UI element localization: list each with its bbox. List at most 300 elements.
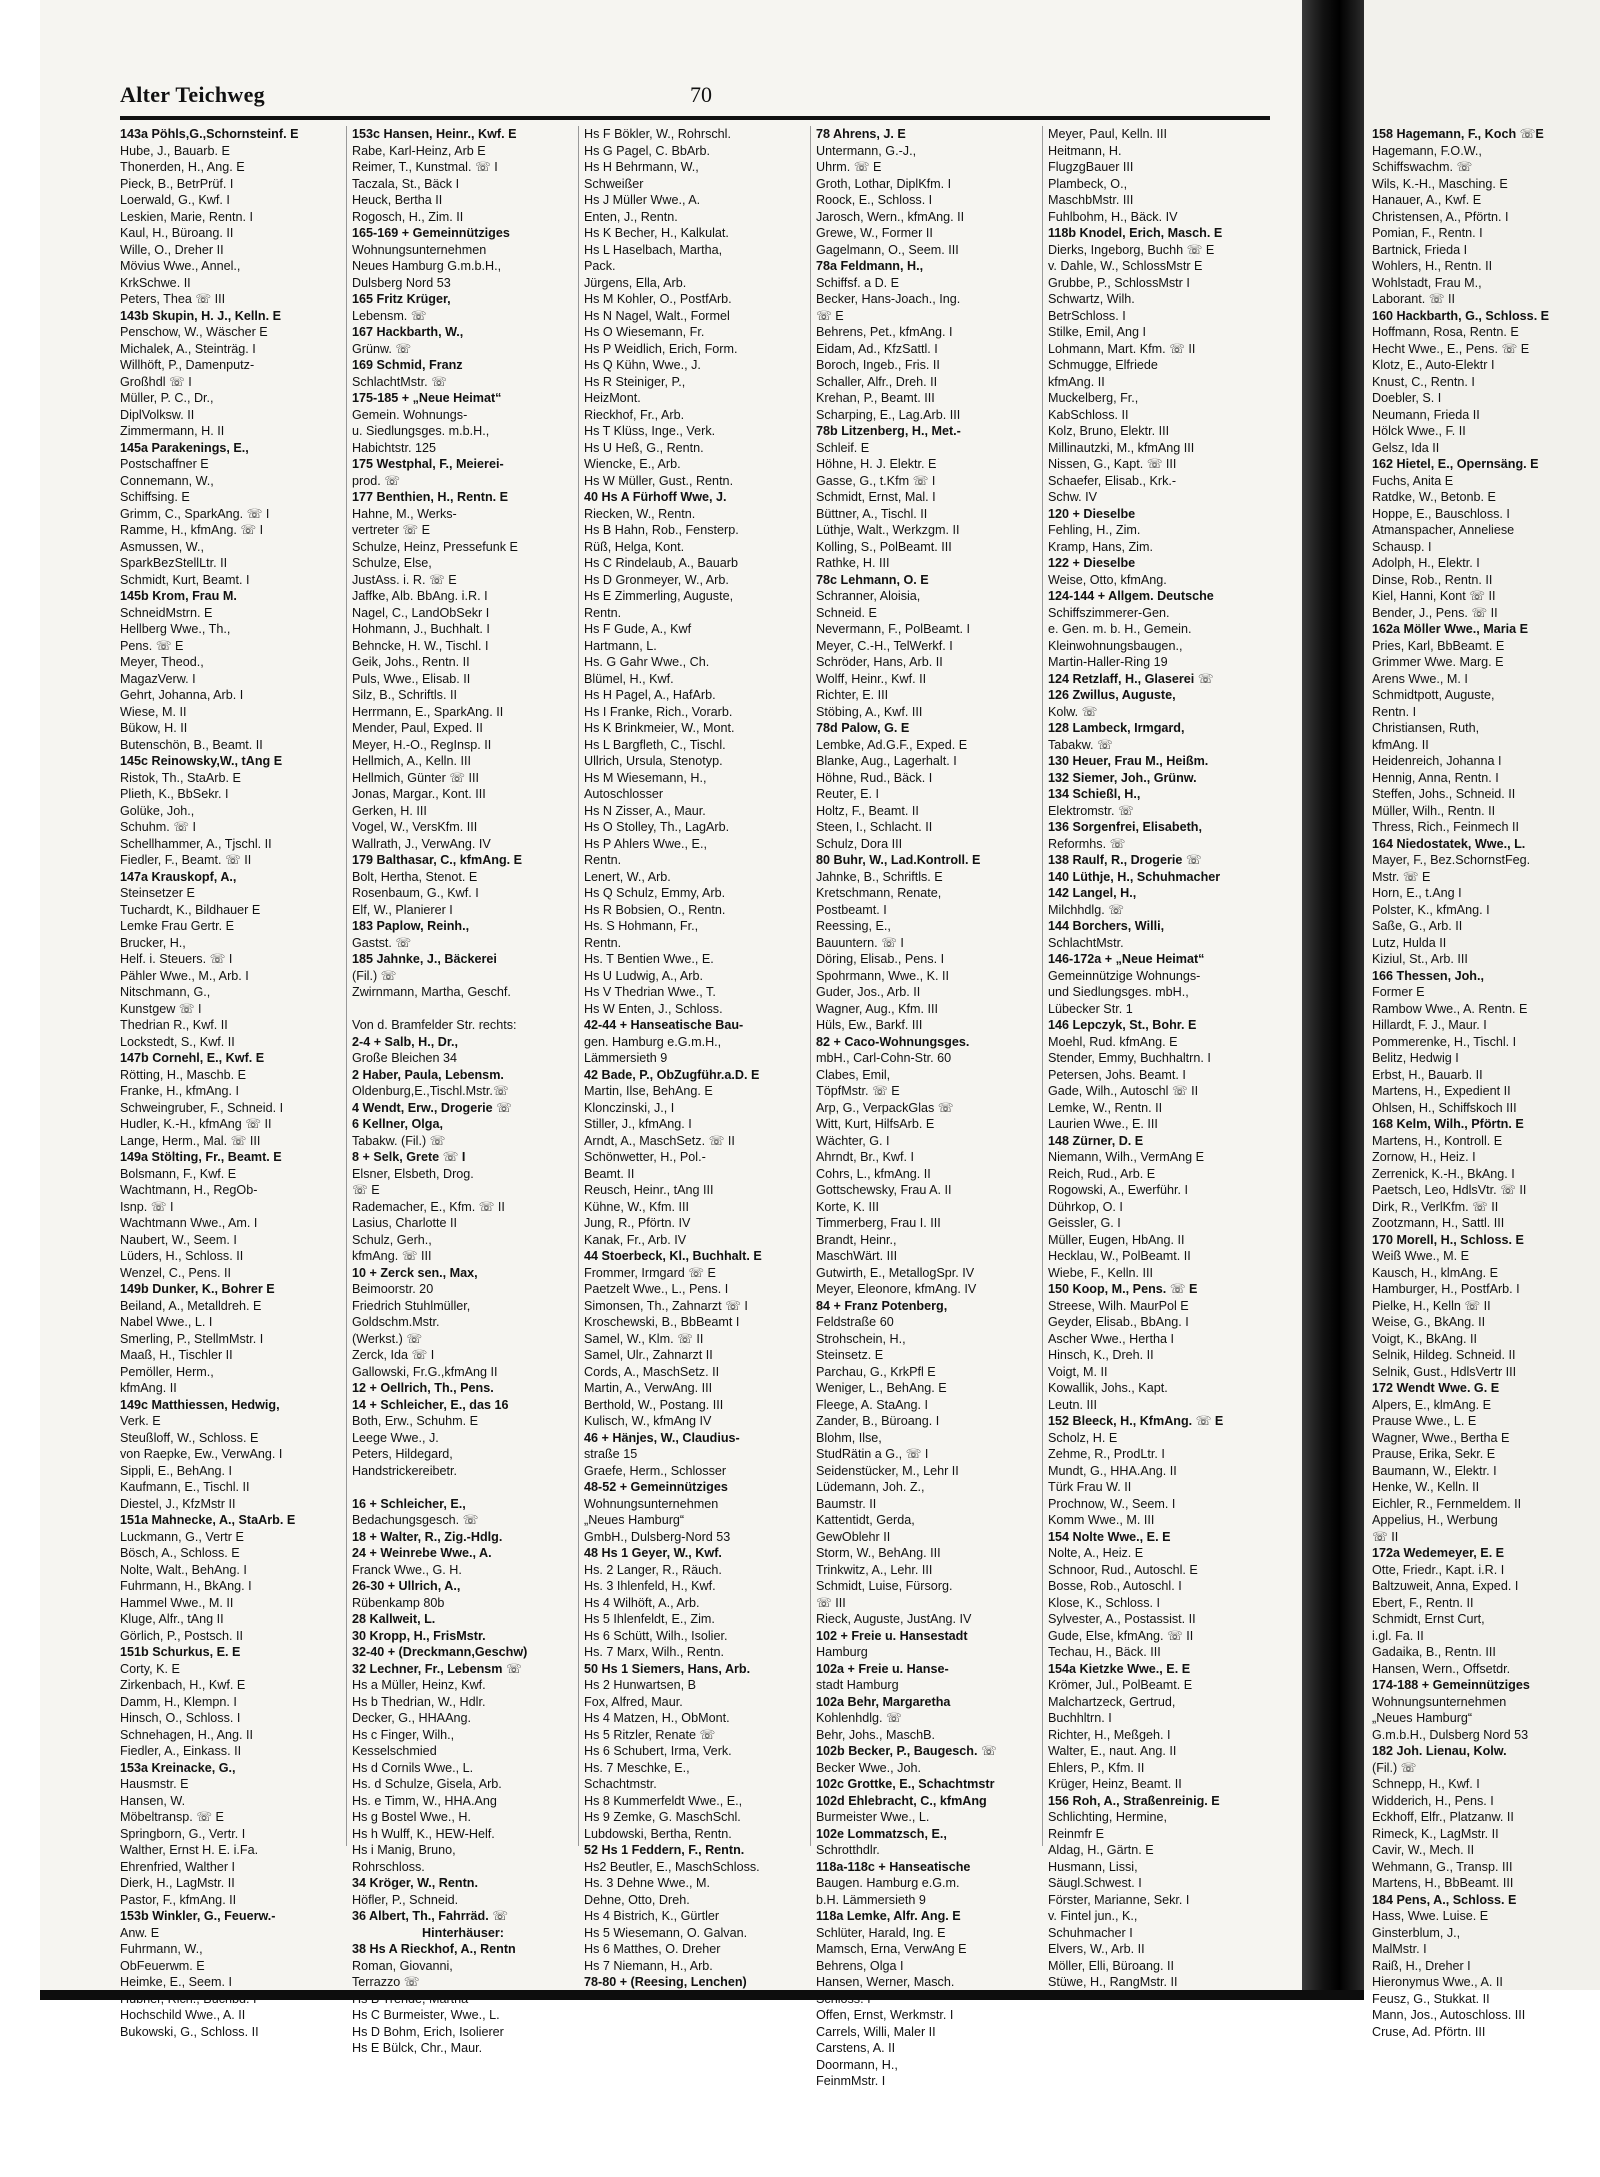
directory-entry: Meyer, H.-O., RegInsp. II [352, 737, 492, 752]
directory-entry: Müller, Eugen, HbAng. II [1048, 1232, 1185, 1247]
directory-entry: Hecklau, W., PolBeamt. II [1048, 1249, 1191, 1263]
directory-entry: 153a Kreinacke, G., [120, 1760, 236, 1775]
directory-entry: SchneidMstrn. E [120, 605, 213, 620]
directory-entry: Hs 4 Wilhöft, A., Arb. [584, 1595, 700, 1610]
directory-entry: Schiffswachm. ☏ [1372, 160, 1473, 174]
directory-entry: Hinsch, K., Dreh. II [1048, 1348, 1154, 1362]
directory-entry: Schuhm. ☏ I [120, 820, 196, 834]
directory-entry: 185 Jahnke, J., Bäckerei [352, 952, 497, 966]
directory-entry: Scholz, H. E [1048, 1430, 1118, 1445]
directory-entry: Witt, Kurt, HilfsArb. E [816, 1117, 935, 1131]
directory-entry: Hs F Bökler, W., Rohrschl. [584, 127, 731, 141]
directory-entry: 24 + Weinrebe Wwe., A. [352, 1546, 492, 1560]
directory-entry: Hs K Brinkmeier, W., Mont. [584, 721, 735, 735]
directory-entry: vertreter ☏ E [352, 523, 431, 537]
directory-entry: kfmAng. ☏ III [352, 1249, 432, 1263]
directory-entry: Connemann, W., [120, 473, 214, 488]
directory-entry: Hs 4 Bistrich, K., Gürtler [584, 1909, 720, 1923]
directory-entry: Prause, Erika, Sekr. E [1372, 1447, 1496, 1461]
directory-entry: Reformhs. ☏ [1048, 836, 1126, 851]
directory-entry: Lockstedt, S., Kwf. II [120, 1034, 235, 1049]
directory-entry: Görlich, P., Postsch. II [120, 1628, 243, 1643]
directory-entry: Kluge, Alfr., tAng II [120, 1612, 224, 1626]
directory-entry: ObFeuerwm. E [120, 1958, 205, 1973]
directory-entry: „Neues Hamburg“ [584, 1513, 685, 1527]
directory-entry: 136 Sorgenfrei, Elisabeth, [1048, 820, 1202, 834]
directory-entry: Hs i Manig, Bruno, [352, 1843, 456, 1857]
directory-entry: 172a Wedemeyer, E. E [1372, 1546, 1505, 1560]
directory-entry: Rosenbaum, G., Kwf. I [352, 886, 479, 900]
directory-entry: Postbeamt. I [816, 902, 887, 917]
directory-entry: Schnoor, Rud., Autoschl. E [1048, 1562, 1198, 1577]
directory-entry: Paetsch, Leo, HdlsVtr. ☏ II [1372, 1183, 1527, 1197]
directory-entry: KabSchloss. II [1048, 407, 1129, 422]
directory-entry: Blohm, Ilse, [816, 1430, 882, 1445]
directory-entry: 150 Koop, M., Pens. ☏ E [1048, 1282, 1198, 1296]
directory-entry: Wenzel, C., Pens. II [120, 1265, 232, 1280]
directory-entry: 169 Schmid, Franz [352, 358, 463, 372]
directory-entry: 162a Möller Wwe., Maria E [1372, 622, 1529, 636]
directory-entry: Schmidtpott, Auguste, [1372, 688, 1495, 702]
directory-entry: 130 Heuer, Frau M., Heißm. [1048, 754, 1209, 768]
directory-entry: Pomian, F., Rentn. I [1372, 226, 1483, 240]
directory-entry: Grimm, C., SparkAng. ☏ I [120, 506, 270, 521]
directory-entry: Hieronymus Wwe., A. II [1372, 1975, 1503, 1989]
directory-entry: Gade, Wilh., Autoschl ☏ II [1048, 1084, 1199, 1098]
directory-entry: 162 Hietel, E., Opernsäng. E [1372, 457, 1539, 471]
directory-entry: Grewe, W., Former II [816, 226, 933, 240]
directory-entry: Becker Wwe., Joh. [816, 1760, 921, 1775]
directory-entry: Uhrm. ☏ E [816, 160, 882, 174]
directory-entry: Hs. 2 Langer, R., Räuch. [584, 1562, 722, 1577]
directory-entry: Bedachungsgesch. ☏ [352, 1513, 479, 1527]
directory-entry: Butenschön, B., Beamt. II [120, 737, 263, 752]
directory-entry: Pieck, B., BetrPrüf. I [120, 176, 234, 191]
directory-entry: Wiese, M. II [120, 704, 187, 719]
directory-entry: 154a Kietzke Wwe., E. E [1048, 1661, 1191, 1676]
book-gutter [1302, 0, 1364, 2000]
directory-entry: Kretschmann, Renate, [816, 886, 942, 900]
directory-entry: Hs b Thedrian, W., Hdlr. [352, 1694, 486, 1709]
directory-entry: Alpers, E., klmAng. E [1372, 1397, 1491, 1412]
directory-entry: Beamt. II [584, 1166, 635, 1181]
directory-entry: Mamsch, Erna, VerwAng E [816, 1942, 967, 1956]
directory-entry: Bolt, Hertha, Stenot. E [352, 869, 478, 884]
directory-entry: Schneid. E [816, 605, 877, 620]
directory-entry: Ehlers, P., Kfm. II [1048, 1760, 1145, 1775]
directory-entry: Grimmer Wwe. Marg. E [1372, 655, 1504, 669]
directory-entry: Hellmich, A., Kelln. III [352, 754, 471, 768]
directory-entry: Wachtmann, H., RegOb- [120, 1183, 258, 1197]
directory-entry: Meyer, Eleonore, kfmAng. IV [816, 1282, 977, 1296]
directory-entry [352, 1479, 574, 1496]
directory-entry: Hecht Wwe., E., Pens. ☏ E [1372, 341, 1530, 356]
directory-entry: Oldenburg,E.,Tischl.Mstr.☏ [352, 1084, 509, 1098]
directory-entry: 34 Kröger, W., Rentn. [352, 1876, 478, 1890]
directory-entry: Elsner, Elsbeth, Drog. [352, 1166, 474, 1181]
directory-entry: Terrazzo ☏ [352, 1975, 420, 1989]
directory-entry: 152 Bleeck, H., KfmAng. ☏ E [1048, 1414, 1224, 1428]
directory-entry: Wohlstadt, Frau M., [1372, 275, 1482, 290]
directory-entry: Steinsetzer E [120, 886, 195, 900]
directory-entry: Bolsmann, F., Kwf. E [120, 1166, 237, 1181]
directory-entry: Hinterhäuser: [422, 1925, 504, 1940]
directory-entry: Schiffsing. E [120, 490, 190, 504]
directory-entry: FeinmMstr. I [816, 2074, 886, 2088]
directory-entry: Hs M Wiesemann, H., [584, 770, 707, 785]
directory-entry: 160 Hackbarth, G., Schloss. E [1372, 308, 1550, 323]
directory-entry: Kühne, W., Kfm. III [584, 1199, 689, 1214]
directory-entry: Brucker, H., [120, 935, 186, 950]
directory-entry: Hs. e Timm, W., HHA.Ang [352, 1793, 497, 1808]
directory-entry: ☏ III [816, 1595, 846, 1610]
directory-entry: Schiffszimmerer-Gen. [1048, 605, 1170, 620]
directory-entry: 172 Wendt Wwe. G. E [1372, 1381, 1500, 1395]
directory-entry: Jonas, Margar., Kont. III [352, 787, 486, 801]
directory-entry: Heitmann, H. [1048, 143, 1122, 158]
directory-entry: Thonerden, H., Ang. E [120, 160, 245, 174]
directory-entry: Jürgens, Ella, Arb. [584, 275, 687, 290]
directory-entry: Hs 6 Schubert, Irma, Verk. [584, 1744, 732, 1758]
directory-column-3 [584, 126, 806, 1989]
directory-entry: 78d Palow, G. E [816, 721, 910, 735]
directory-entry: Nolte, A., Heiz. E [1048, 1546, 1144, 1560]
directory-entry: Otte, Friedr., Kapt. i.R. I [1372, 1562, 1505, 1577]
directory-entry: Lüthje, Walt., Werkzgm. II [816, 523, 960, 537]
directory-entry: Lämmersieth 9 [584, 1051, 668, 1065]
directory-entry: Reinmfr E [1048, 1826, 1104, 1841]
directory-entry: Hs H Pagel, A., HafArb. [584, 688, 716, 702]
directory-entry: 124 Retzlaff, H., Glaserei ☏ [1048, 671, 1214, 686]
directory-entry: Möbeltransp. ☏ E [120, 1810, 224, 1824]
directory-entry: Rentn. [584, 605, 622, 620]
directory-entry: Asmussen, W., [120, 539, 204, 554]
directory-entry: Fuhrmann, H., BkAng. I [120, 1579, 252, 1593]
directory-entry: Wächter, G. I [816, 1133, 890, 1148]
directory-entry: Gerken, H. III [352, 803, 427, 818]
directory-entry: Selnik, Hildeg. Schneid. II [1372, 1348, 1516, 1362]
directory-entry: Hs Q Kühn, Wwe., J. [584, 358, 701, 372]
directory-entry: 48-52 + Gemeinnütziges [584, 1480, 728, 1494]
directory-entry: Martens, H., Kontroll. E [1372, 1133, 1503, 1148]
directory-entry: Fiedler, A., Einkass. II [120, 1744, 242, 1758]
directory-entry: Hs c Finger, Wilh., [352, 1727, 455, 1742]
directory-entry: Höfler, P., Schneid. [352, 1892, 459, 1907]
directory-entry: 2-4 + Salb, H., Dr., [352, 1034, 459, 1049]
directory-entry: Lubdowski, Bertha, Rentn. [584, 1826, 732, 1841]
directory-entry: Dührkop, O. I [1048, 1199, 1123, 1214]
directory-entry: Schulz, Gerh., [352, 1232, 432, 1247]
directory-entry: 102e Lommatzsch, E., [816, 1826, 947, 1841]
directory-entry: Schulze, Heinz, Pressefunk E [352, 539, 518, 554]
directory-entry: 102 + Freie u. Hansestadt [816, 1628, 968, 1643]
directory-entry: 82 + Caco-Wohnungsges. [816, 1034, 970, 1049]
directory-entry: 177 Benthien, H., Rentn. E [352, 490, 509, 504]
directory-entry: 46 + Hänjes, W., Claudius- [584, 1430, 740, 1445]
directory-entry: Plieth, K., BbSekr. I [120, 787, 229, 801]
directory-entry: Becker, Hans-Joach., Ing. [816, 292, 961, 306]
directory-entry: Gottschewsky, Frau A. II [816, 1183, 952, 1197]
directory-entry: Holtz, F., Beamt. II [816, 803, 919, 818]
directory-entry: Zwirnmann, Martha, Geschf. [352, 985, 511, 999]
directory-entry: Rentn. [584, 853, 622, 867]
directory-entry: Schulz, Dora III [816, 836, 903, 851]
directory-entry: Ratdke, W., Betonb. E [1372, 490, 1496, 504]
directory-entry: Schmidt, Ernst Curt, [1372, 1612, 1485, 1626]
directory-entry: Hs P Weidlich, Erich, Form. [584, 341, 738, 356]
directory-entry: Hs 5 Ihlenfeldt, E., Zim. [584, 1612, 715, 1626]
directory-entry: Seidenstücker, M., Lehr II [816, 1463, 959, 1478]
directory-entry: Große Bleichen 34 [352, 1051, 458, 1065]
directory-entry: Hs V Thedrian Wwe., T. [584, 985, 716, 999]
directory-entry: 52 Hs 1 Feddern, F., Rentn. [584, 1843, 745, 1857]
directory-entry: 149b Dunker, K., Bohrer E [120, 1282, 275, 1296]
directory-entry: Hudler, K.-H., kfmAng ☏ II [120, 1117, 272, 1131]
directory-entry: 148 Zürner, D. E [1048, 1133, 1144, 1148]
directory-entry: Gagelmann, O., Seem. III [816, 242, 959, 257]
directory-entry: Rambow Wwe., A. Rentn. E [1372, 1001, 1528, 1016]
directory-entry: Lemke Frau Gertr. E [120, 919, 235, 933]
directory-entry: Heuck, Bertha II [352, 193, 443, 207]
directory-entry: JustAss. i. R. ☏ E [352, 572, 457, 587]
directory-entry: Ginsterblum, J., [1372, 1925, 1461, 1940]
directory-entry: Schmugge, Elfriede [1048, 358, 1158, 372]
directory-entry: Hs D Gronmeyer, W., Arb. [584, 572, 729, 587]
directory-entry: Stöbing, A., Kwf. III [816, 704, 923, 719]
directory-entry: Kohlenhdlg. ☏ [816, 1711, 902, 1725]
directory-entry: Dierk, H., LagMstr. II [120, 1876, 235, 1890]
directory-entry: Richter, E. III [816, 688, 889, 702]
directory-entry: Gallowski, Fr.G.,kfmAng II [352, 1364, 498, 1379]
directory-entry: Fuhlbohm, H., Bäck. IV [1048, 209, 1178, 224]
directory-column-2 [352, 126, 574, 2055]
directory-entry: Hs R Steiniger, P., [584, 374, 686, 389]
directory-entry: 158 Hagemann, F., Koch ☏E [1372, 127, 1544, 141]
directory-entry: straße 15 [584, 1447, 638, 1461]
directory-entry: Nagel, C., LandObSekr I [352, 605, 490, 620]
directory-entry: Müller, Wilh., Rentn. II [1372, 803, 1496, 818]
directory-entry: GmbH., Dulsberg-Nord 53 [584, 1529, 731, 1544]
directory-entry: Hansen, W. [120, 1793, 186, 1808]
directory-entry: Schwartz, Wilh. [1048, 292, 1135, 306]
directory-entry: Prause Wwe., L. E [1372, 1414, 1477, 1428]
directory-entry: Schröder, Hans, Arb. II [816, 655, 943, 669]
directory-entry: Hs. 7 Meschke, E., [584, 1760, 690, 1775]
directory-entry: Lembke, Ad.G.F., Exped. E [816, 737, 968, 752]
directory-entry: Prochnow, W., Seem. I [1048, 1496, 1176, 1511]
directory-entry: Millinautzki, M., kfmAng III [1048, 440, 1195, 455]
directory-entry: KrkSchwe. II [120, 275, 191, 290]
directory-entry: Steinsetz. E [816, 1348, 884, 1362]
directory-entry: Arndt, A., MaschSetz. ☏ II [584, 1133, 735, 1148]
directory-entry: Hs 4 Matzen, H., ObMont. [584, 1711, 730, 1725]
directory-entry: Rieckhof, Fr., Arb. [584, 407, 685, 422]
directory-entry: Fuchs, Anita E [1372, 473, 1454, 488]
directory-entry: Knust, C., Rentn. I [1372, 374, 1475, 389]
adjacent-page-column [1372, 126, 1587, 2039]
directory-entry: Kaul, H., Büroang. II [120, 226, 234, 240]
directory-entry: Feldstraße 60 [816, 1315, 894, 1329]
directory-entry: Nissen, G., Kapt. ☏ III [1048, 457, 1177, 471]
directory-entry: Dierks, Ingeborg, Buchh ☏ E [1048, 242, 1215, 257]
directory-entry: Thedrian R., Kwf. II [120, 1018, 228, 1032]
directory-entry: 118b Knodel, Erich, Masch. E [1048, 226, 1223, 240]
directory-entry: 48 Hs 1 Geyer, W., Kwf. [584, 1546, 722, 1560]
directory-entry: Hs H Behrmann, W., [584, 160, 699, 174]
directory-entry: Leege Wwe., J. [352, 1430, 439, 1445]
directory-entry: Kramp, Hans, Zim. [1048, 539, 1153, 554]
directory-entry: Hausmstr. E [120, 1777, 189, 1791]
directory-entry: Taczala, St., Bäck I [352, 176, 460, 191]
directory-entry: Rademacher, E., Kfm. ☏ II [352, 1199, 505, 1214]
directory-entry: Nitschmann, G., [120, 985, 211, 999]
directory-entry: 140 Lüthje, H., Schuhmacher [1048, 869, 1221, 884]
directory-entry: Hanauer, A., Kwf. E [1372, 193, 1482, 207]
directory-entry: Hammel Wwe., M. II [120, 1595, 234, 1610]
directory-entry: prod. ☏ [352, 473, 400, 488]
directory-entry: 153b Winkler, G., Feuerw.- [120, 1909, 276, 1923]
directory-entry: Wehmann, G., Transp. III [1372, 1859, 1513, 1874]
directory-entry: Hahne, M., Werks- [352, 506, 457, 521]
directory-entry: Kulisch, W., kfmAng IV [584, 1414, 712, 1428]
directory-entry: Hs U Heß, G., Rentn. [584, 440, 704, 455]
directory-entry: Schuhmacher I [1048, 1925, 1133, 1940]
directory-entry: Loerwald, G., Kwf. I [120, 193, 230, 207]
directory-entry: Hs B Hahn, Rob., Fensterp. [584, 523, 739, 537]
directory-entry: 32-40 + (Dreckmann,Geschw) [352, 1645, 528, 1659]
directory-entry: Weise, G., BkAng. II [1372, 1315, 1486, 1329]
directory-entry: Gastst. ☏ [352, 935, 412, 950]
directory-entry: Erbst, H., Bauarb. II [1372, 1067, 1483, 1082]
directory-entry: Wille, O., Dreher II [120, 242, 224, 257]
directory-entry: Damm, H., Klempn. I [120, 1694, 237, 1709]
directory-entry: Postschaffner E [120, 457, 209, 471]
directory-entry: Reessing, E., [816, 919, 891, 933]
directory-entry: Anw. E [120, 1925, 160, 1940]
directory-entry: 170 Morell, H., Schloss. E [1372, 1232, 1524, 1247]
directory-entry: ☏ II [1372, 1529, 1399, 1544]
directory-entry: Hube, J., Bauarb. E [120, 143, 230, 158]
directory-entry: Hillardt, F. J., Maur. I [1372, 1018, 1487, 1032]
directory-entry: Fehling, H., Zim. [1048, 523, 1141, 537]
directory-entry: SparkBezStellLtr. II [120, 556, 228, 570]
directory-entry: Von d. Bramfelder Str. rechts: [352, 1018, 517, 1032]
directory-entry: ☏ E [816, 308, 844, 323]
directory-entry: Stender, Emmy, Buchhaltrn. I [1048, 1051, 1211, 1065]
directory-entry: Husmann, Lissi, [1048, 1859, 1138, 1874]
directory-entry: 26-30 + Ullrich, A., [352, 1579, 461, 1593]
directory-entry: Rimeck, K., LagMstr. II [1372, 1826, 1499, 1841]
directory-entry: Bender, J., Pens. ☏ II [1372, 605, 1498, 620]
directory-entry: Heimke, E., Seem. I [120, 1975, 232, 1989]
directory-entry: Helf. i. Steuers. ☏ I [120, 952, 233, 966]
directory-entry: Kaufmann, E., Tischl. II [120, 1480, 250, 1494]
directory-entry: Wohnungsunternehmen [584, 1496, 719, 1511]
directory-entry: Peters, Thea ☏ III [120, 292, 226, 306]
directory-entry: Bösch, A., Schloss. E [120, 1546, 240, 1560]
directory-entry: Behrens, Olga I [816, 1958, 904, 1973]
directory-entry: Hartmann, L. [584, 638, 657, 653]
street-title: Alter Teichweg [120, 82, 265, 107]
directory-entry: 149a Stölting, Fr., Beamt. E [120, 1150, 282, 1164]
directory-entry: Steffen, Johs., Schneid. II [1372, 787, 1516, 801]
directory-entry: Isnp. ☏ I [120, 1199, 174, 1214]
directory-entry: Habichtstr. 125 [352, 440, 437, 455]
directory-entry: kfmAng. II [1372, 737, 1429, 752]
directory-entry: Riecken, W., Rentn. [584, 506, 696, 521]
directory-entry: Voigt, K., BkAng. II [1372, 1331, 1478, 1346]
directory-entry: Peters, Hildegard, [352, 1447, 453, 1461]
directory-entry: Beimoorstr. 20 [352, 1282, 434, 1296]
directory-entry: Silz, B., Schriftls. II [352, 688, 457, 702]
directory-entry: Buchhltrn. I [1048, 1711, 1112, 1725]
directory-entry: Smerling, P., StellmMstr. I [120, 1331, 264, 1346]
directory-entry: 36 Albert, Th., Fahrräd. ☏ [352, 1909, 508, 1923]
directory-entry: Hs J Müller Wwe., A. [584, 193, 701, 207]
directory-entry: 4 Wendt, Erw., Drogerie ☏ [352, 1100, 512, 1115]
directory-entry: Wiebe, F., Kelln. III [1048, 1265, 1153, 1280]
directory-entry: Dehne, Otto, Dreh. [584, 1892, 690, 1907]
directory-entry: 78b Litzenberg, H., Met.- [816, 424, 961, 438]
directory-entry: Geyder, Elisab., BbAng. I [1048, 1315, 1189, 1329]
directory-entry: Ebert, F., Rentn. II [1372, 1595, 1474, 1610]
directory-entry: Clabes, Emil, [816, 1067, 891, 1082]
directory-entry: 102a Behr, Margaretha [816, 1694, 951, 1709]
column-divider [578, 126, 579, 1846]
directory-entry: Michalek, A., Steinträg. I [120, 341, 256, 356]
directory-entry: Meyer, Paul, Kelln. III [1048, 127, 1167, 141]
directory-entry: Wohnungsunternehmen [1372, 1694, 1507, 1709]
directory-entry: Nabel Wwe., L. I [120, 1315, 213, 1329]
directory-entry: Hamburg [816, 1645, 868, 1659]
directory-entry: 166 Thessen, Joh., [1372, 968, 1484, 983]
directory-entry: Muckelberg, Fr., [1048, 391, 1139, 405]
directory-entry: 84 + Franz Potenberg, [816, 1298, 948, 1313]
directory-entry: 78c Lehmann, O. E [816, 572, 929, 587]
directory-entry: Autoschlosser [584, 787, 664, 801]
directory-entry: Klonczinski, J., I [584, 1100, 675, 1115]
directory-entry: Kunstgew ☏ I [120, 1001, 202, 1016]
directory-entry: Maaß, H., Tischler II [120, 1348, 233, 1362]
directory-entry: 102a + Freie u. Hanse- [816, 1661, 949, 1676]
directory-entry: 143b Skupin, H. J., Kelln. E [120, 308, 281, 323]
directory-entry: Nolte, Walt., BehAng. I [120, 1562, 247, 1577]
directory-entry: Hs. T Bentien Wwe., E. [584, 952, 714, 966]
directory-entry: (Fil.) ☏ [352, 968, 397, 983]
directory-entry: Willhöft, P., Damenputz- [120, 358, 255, 372]
directory-entry: Hs T Klüss, Inge., Verk. [584, 424, 716, 438]
directory-entry: SchlachtMstr. [1048, 935, 1124, 950]
directory-entry: Förster, Marianne, Sekr. I [1048, 1892, 1190, 1907]
directory-entry: Untermann, G.-J., [816, 143, 917, 158]
directory-entry: 102d Ehlebracht, C., kfmAng [816, 1793, 987, 1808]
directory-entry: Pastor, F., kfmAng. II [120, 1892, 237, 1907]
directory-entry: Hs C Rindelaub, A., Bauarb [584, 556, 739, 570]
directory-entry: Herrmann, E., SparkAng. II [352, 704, 504, 719]
directory-entry: Strohschein, H., [816, 1331, 906, 1346]
directory-entry: Gutwirth, E., MetallogSpr. IV [816, 1265, 975, 1280]
directory-entry: Springborn, G., Vertr. I [120, 1826, 246, 1841]
directory-entry: Hamburger, H., PostfArb. I [1372, 1282, 1520, 1296]
directory-entry: Luckmann, G., Vertr E [120, 1529, 244, 1544]
directory-entry: Reuter, E. I [816, 787, 879, 801]
directory-entry: Lasius, Charlotte II [352, 1216, 457, 1230]
directory-entry: 149c Matthiessen, Hedwig, [120, 1397, 280, 1412]
directory-entry: 40 Hs A Fürhoff Wwe, J. [584, 490, 727, 504]
directory-entry: 16 + Schleicher, E., [352, 1496, 466, 1511]
directory-entry: Hs W Enten, J., Schloss. [584, 1001, 723, 1016]
directory-entry: 18 + Walter, R., Zig.-Hdlg. [352, 1529, 503, 1544]
